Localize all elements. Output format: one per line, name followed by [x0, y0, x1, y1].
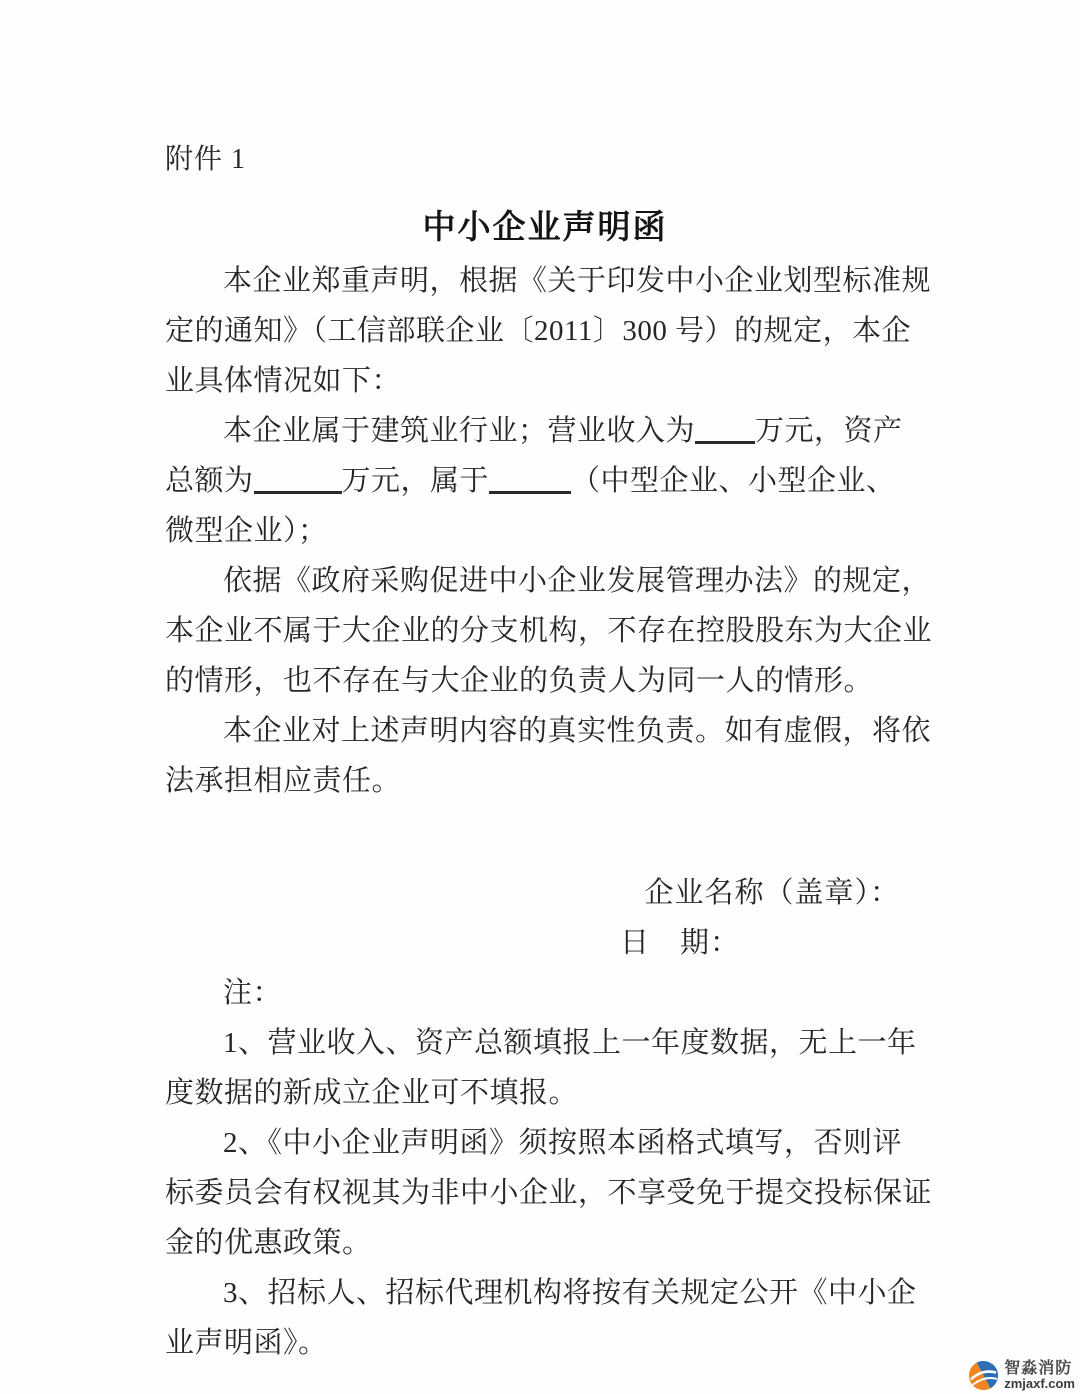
document-line	[165, 1168, 933, 1218]
page-title: 中小企业声明函	[422, 208, 668, 245]
line-text: 本企业属于建筑业行业；营业收入为	[223, 415, 696, 447]
line-text: 1、营业收入、资产总额填报上一年度数据，无上一年	[223, 1027, 917, 1059]
attachment-label: 附件 1	[165, 144, 247, 175]
document-line	[165, 1268, 925, 1318]
signature-line: 日 期：	[619, 927, 740, 959]
document-line	[165, 1118, 925, 1168]
line-text: 业声明函》。	[165, 1327, 328, 1359]
fill-in-blank	[254, 457, 342, 494]
document-line	[165, 1318, 925, 1368]
line-text: 总额为	[165, 465, 254, 497]
line-text: （中型企业、小型企业、	[571, 465, 896, 497]
document-line	[165, 1018, 925, 1068]
line-text: 定的通知》（工信部联企业〔2011〕300 号）的规定，本企	[165, 315, 912, 347]
document-content	[165, 140, 933, 1368]
line-text: 注：	[223, 977, 283, 1009]
line-text: 标委员会有权视其为非中小企业，不享受免于提交投标保证	[165, 1177, 933, 1209]
document-line	[165, 256, 932, 306]
document-line	[165, 406, 925, 456]
line-text: 金的优惠政策。	[165, 1227, 372, 1259]
signature-line: 企业名称（盖章）：	[644, 877, 900, 909]
document-line	[165, 706, 932, 756]
line-text: 度数据的新成立企业可不填报。	[165, 1077, 579, 1109]
line-text: 本企业郑重声明，根据《关于印发中小企业划型标准规	[223, 265, 932, 297]
brand-logo-icon	[968, 1360, 999, 1391]
document-line	[165, 306, 925, 356]
document-line	[165, 1218, 925, 1268]
document-line	[165, 756, 925, 806]
document-line	[165, 556, 932, 606]
document-line	[165, 968, 925, 1018]
watermark-text	[1004, 1360, 1075, 1391]
line-text: 的情形，也不存在与大企业的负责人为同一人的情形。	[165, 665, 874, 697]
line-text: 3、招标人、招标代理机构将按有关规定公开《中小企	[223, 1277, 917, 1309]
fill-in-blank	[489, 457, 571, 494]
line-text: 法承担相应责任。	[165, 765, 402, 797]
document-line	[165, 356, 925, 406]
site-watermark	[968, 1360, 1075, 1391]
line-text: 业具体情况如下：	[165, 365, 402, 397]
line-text: 本企业不属于大企业的分支机构，不存在控股股东为大企业	[165, 615, 933, 647]
line-text: 本企业对上述声明内容的真实性负责。如有虚假，将依	[223, 715, 932, 747]
line-text: 依据《政府采购促进中小企业发展管理办法》的规定，	[223, 565, 932, 597]
document-line	[165, 456, 925, 506]
line-text: 2、《中小企业声明函》须按照本函格式填写，否则评	[223, 1127, 903, 1159]
vertical-spacer	[165, 806, 925, 868]
line-text: 微型企业）；	[165, 515, 328, 547]
line-text: 万元，属于	[341, 465, 490, 497]
line-text: 万元，资产	[755, 415, 903, 447]
watermark-site-url: zmjaxf.com	[1004, 1376, 1075, 1391]
document-body	[165, 256, 933, 1368]
document-line	[165, 506, 925, 556]
watermark-brand-name: 智淼消防	[1004, 1360, 1073, 1377]
document-line	[165, 606, 933, 656]
document-line	[165, 656, 925, 706]
fill-in-blank	[695, 407, 755, 444]
document-line	[165, 1068, 925, 1118]
